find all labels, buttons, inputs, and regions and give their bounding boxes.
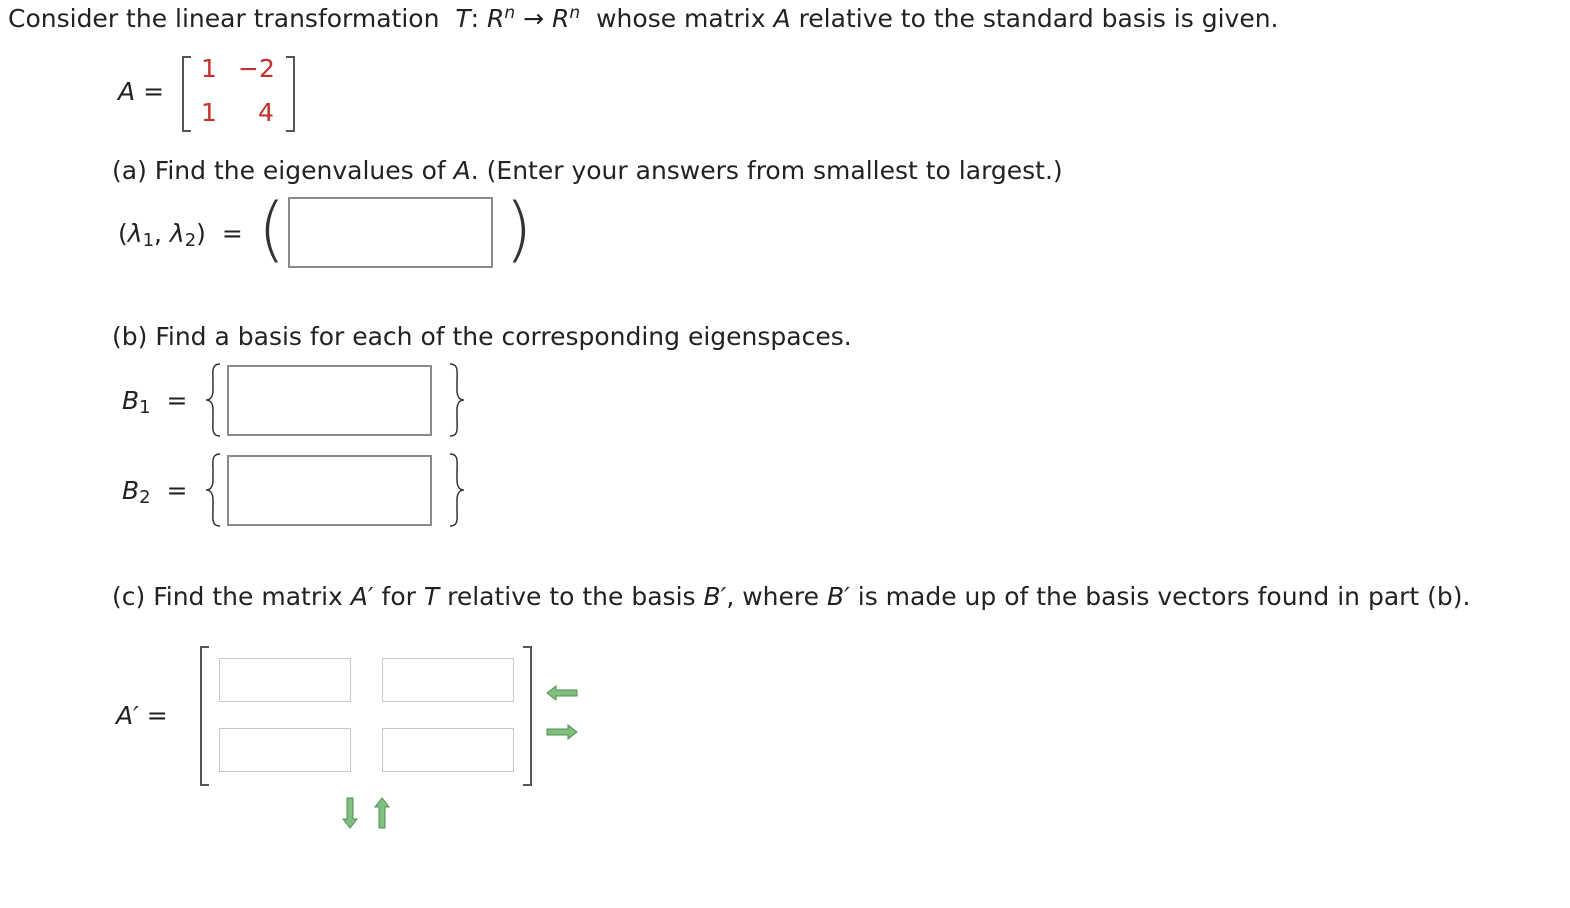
matrix-a-entry: 4 bbox=[258, 98, 274, 127]
b2-right-brace bbox=[446, 452, 466, 528]
T-symbol: T bbox=[455, 4, 471, 33]
eigenvalues-input[interactable] bbox=[288, 197, 493, 268]
intro-text: Consider the linear transformation T: $R^n \to R^n$ whose matrix A relative to the standard basis is given. bbox=[8, 3, 1279, 33]
part-c-prompt: (c) Find the matrix A′ for T relative to the basis B′, where B′ is made up of the basis vectors found in part (b). bbox=[112, 582, 1471, 611]
matrix-a-entry: 1 bbox=[201, 98, 217, 127]
matrix-a-left-bracket bbox=[182, 56, 191, 132]
a-prime-label: A′ = bbox=[116, 701, 168, 730]
arrow-down-icon[interactable] bbox=[342, 797, 358, 829]
b1-label: $B_1$ = bbox=[122, 386, 188, 418]
a-prime-cell-22[interactable] bbox=[382, 728, 514, 772]
eigenvalue-label: ($\lambda_1$, $\lambda_2$) = bbox=[118, 219, 243, 251]
maps-to-arrow: → bbox=[523, 4, 545, 33]
a-prime-right-bracket bbox=[523, 646, 532, 786]
a-prime-cell-11[interactable] bbox=[219, 658, 351, 702]
b2-basis-input[interactable] bbox=[227, 455, 432, 526]
b2-label: $B_2$ = bbox=[122, 476, 188, 508]
b1-left-brace bbox=[204, 362, 224, 438]
b1-right-brace bbox=[446, 362, 466, 438]
arrow-up-icon[interactable] bbox=[374, 797, 390, 829]
part-b-prompt: (b) Find a basis for each of the corresponding eigenspaces. bbox=[112, 322, 852, 351]
matrix-a-label: A = bbox=[118, 77, 165, 106]
arrow-left-icon[interactable] bbox=[546, 685, 578, 701]
eigenvalue-close-paren: ) bbox=[505, 188, 533, 270]
matrix-a-entry: −2 bbox=[238, 54, 275, 83]
arrow-right-icon[interactable] bbox=[546, 724, 578, 740]
b1-basis-input[interactable] bbox=[227, 365, 432, 436]
eigenvalue-open-paren: ( bbox=[258, 188, 286, 270]
b2-left-brace bbox=[204, 452, 224, 528]
matrix-a-entry: 1 bbox=[201, 54, 217, 83]
a-prime-cell-21[interactable] bbox=[219, 728, 351, 772]
a-prime-left-bracket bbox=[200, 646, 209, 786]
matrix-a-right-bracket bbox=[286, 56, 295, 132]
part-a-prompt: (a) Find the eigenvalues of A. (Enter your answers from smallest to largest.) bbox=[112, 156, 1063, 185]
a-prime-cell-12[interactable] bbox=[382, 658, 514, 702]
